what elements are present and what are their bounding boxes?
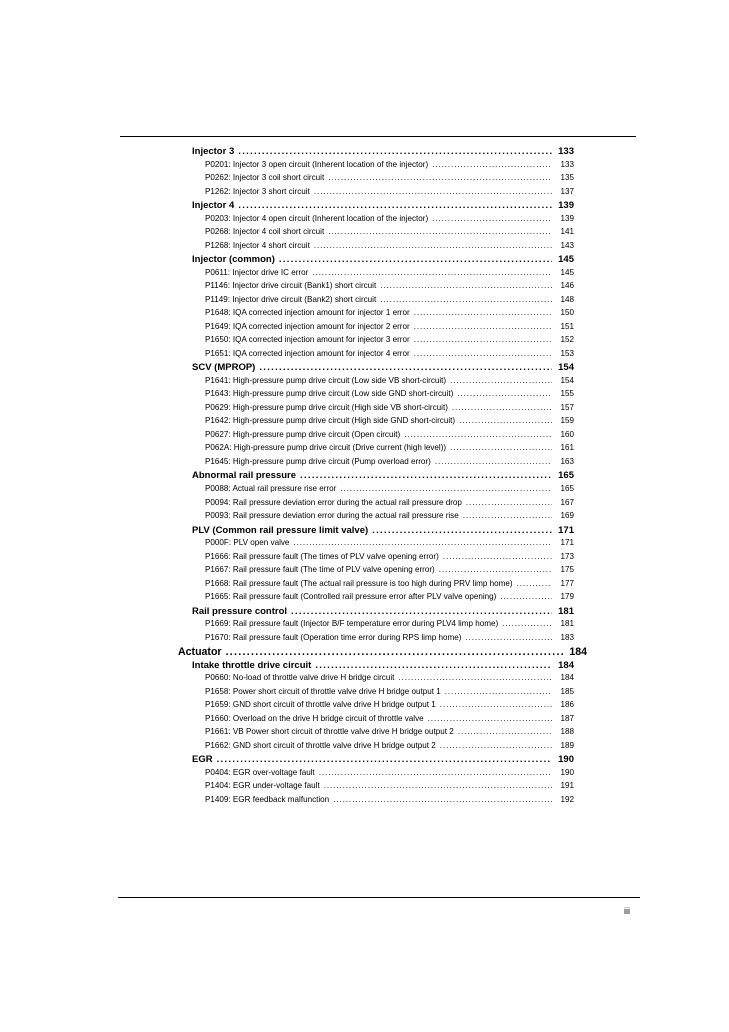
toc-entry-level-3[interactable] bbox=[205, 457, 574, 466]
toc-entry-level-3[interactable] bbox=[205, 335, 574, 344]
toc-entry-title: PLV (Common rail pressure limit valve) bbox=[192, 524, 369, 536]
dot-leader bbox=[333, 795, 552, 804]
toc-entry-title: P000F: PLV open valve bbox=[205, 538, 290, 548]
toc-entry-page: 159 bbox=[560, 416, 574, 426]
toc-entry-page: 188 bbox=[560, 727, 574, 737]
toc-entry-level-2[interactable] bbox=[192, 470, 574, 481]
toc-entry-page: 184 bbox=[558, 659, 574, 671]
toc-entry-level-3[interactable] bbox=[205, 781, 574, 790]
toc-entry-page: 145 bbox=[558, 254, 574, 266]
toc-entry-page: 143 bbox=[560, 240, 574, 250]
dot-leader bbox=[380, 295, 552, 304]
toc-entry-page: 167 bbox=[560, 497, 574, 507]
toc-entry-page: 189 bbox=[560, 740, 574, 750]
toc-entry-level-3[interactable] bbox=[205, 430, 574, 439]
toc-entry-title: P1660: Overload on the drive H bridge circuit of throttle valve bbox=[205, 713, 424, 723]
toc-entry-page: 154 bbox=[560, 375, 574, 385]
toc-entry-page: 185 bbox=[560, 686, 574, 696]
header-rule bbox=[120, 136, 636, 137]
toc-entry-title: P1409: EGR feedback malfunction bbox=[205, 794, 330, 804]
toc-entry-title: P1666: Rail pressure fault (The times of PLV valve opening error) bbox=[205, 551, 439, 561]
dot-leader bbox=[443, 552, 552, 561]
toc-entry-title: P1648: IQA corrected injection amount for injector 1 error bbox=[205, 308, 410, 318]
toc-entry-page: 135 bbox=[560, 173, 574, 183]
toc-entry-title: P0660: No-load of throttle valve drive H bridge circuit bbox=[205, 673, 395, 683]
dot-leader bbox=[293, 538, 552, 547]
toc-entry-page: 133 bbox=[560, 159, 574, 169]
dot-leader bbox=[457, 389, 552, 398]
dot-leader bbox=[452, 403, 552, 412]
toc-entry-title: P1651: IQA corrected injection amount for injector 4 error bbox=[205, 348, 410, 358]
dot-leader bbox=[372, 525, 552, 536]
toc-entry-title: P0262: Injector 3 coil short circuit bbox=[205, 173, 325, 183]
toc-entry-page: 171 bbox=[558, 524, 574, 536]
dot-leader bbox=[466, 498, 552, 507]
dot-leader bbox=[463, 511, 552, 520]
dot-leader bbox=[500, 592, 552, 601]
toc-entry-title: Rail pressure control bbox=[192, 605, 288, 617]
toc-entry-page: 171 bbox=[560, 538, 574, 548]
toc-entry-title: P1670: Rail pressure fault (Operation time error during RPS limp home) bbox=[205, 632, 462, 642]
dot-leader bbox=[314, 187, 552, 196]
toc-entry-title: Actuator bbox=[178, 646, 222, 659]
toc-entry-level-2[interactable] bbox=[192, 362, 574, 373]
toc-entry-level-2[interactable] bbox=[192, 525, 574, 536]
toc-entry-title: Injector (common) bbox=[192, 254, 275, 266]
toc-entry-page: 179 bbox=[560, 592, 574, 602]
toc-entry-level-3[interactable] bbox=[205, 741, 574, 750]
dot-leader bbox=[328, 173, 552, 182]
toc-entry-level-3[interactable] bbox=[205, 592, 574, 601]
dot-leader bbox=[445, 687, 552, 696]
toc-entry-level-3[interactable] bbox=[205, 389, 574, 398]
toc-entry-title: P0268: Injector 4 coil short circuit bbox=[205, 227, 325, 237]
toc-entry-title: P0088: Actual rail pressure rise error bbox=[205, 484, 337, 493]
toc-entry-level-3[interactable] bbox=[205, 498, 574, 507]
toc-entry-level-3[interactable] bbox=[205, 227, 574, 236]
toc-entry-title: Injector 3 bbox=[192, 146, 235, 157]
toc-entry-page: 192 bbox=[560, 794, 574, 804]
toc-entry-level-3[interactable] bbox=[205, 281, 574, 290]
toc-entry-page: 141 bbox=[560, 227, 574, 237]
toc-entry-title: P0627: High-pressure pump drive circuit (Open circuit) bbox=[205, 429, 401, 439]
toc-entry-title: P1641: High-pressure pump drive circuit (Low side VB short-circuit) bbox=[205, 375, 447, 385]
toc-entry-page: 148 bbox=[560, 294, 574, 304]
toc-entry-level-3[interactable] bbox=[205, 187, 574, 196]
toc-entry-level-3[interactable] bbox=[205, 511, 574, 520]
toc-entry-title: P062A: High-pressure pump drive circuit (Drive current (high level)) bbox=[205, 443, 447, 453]
toc-entry-title: EGR bbox=[192, 754, 213, 766]
toc-entry-page: 169 bbox=[560, 511, 574, 521]
toc-entry-title: SCV (MPROP) bbox=[192, 362, 256, 374]
toc-entry-page: 137 bbox=[560, 186, 574, 196]
dot-leader bbox=[324, 781, 552, 790]
dot-leader bbox=[414, 308, 552, 317]
dot-leader bbox=[450, 443, 552, 452]
dot-leader bbox=[328, 227, 552, 236]
dot-leader bbox=[217, 754, 552, 765]
toc-entry-level-3[interactable] bbox=[205, 160, 574, 169]
toc-entry-page: 191 bbox=[560, 781, 574, 791]
toc-entry-level-2[interactable] bbox=[192, 754, 574, 765]
toc-entry-title: P1146: Injector drive circuit (Bank1) short circuit bbox=[205, 281, 377, 291]
dot-leader bbox=[312, 268, 552, 277]
dot-leader bbox=[458, 727, 552, 736]
toc-entry-page: 146 bbox=[560, 281, 574, 291]
toc-entry-title: P1642: High-pressure pump drive circuit (High side GND short-circuit) bbox=[205, 416, 456, 426]
toc-entry-title: P1658: Power short circuit of throttle valve drive H bridge output 1 bbox=[205, 686, 441, 696]
dot-leader bbox=[314, 241, 552, 250]
toc-entry-level-3[interactable] bbox=[205, 538, 574, 547]
dot-leader bbox=[450, 376, 552, 385]
dot-leader bbox=[432, 214, 552, 223]
toc-entry-page: 177 bbox=[560, 578, 574, 588]
toc-entry-title: P0629: High-pressure pump drive circuit (High side VB short-circuit) bbox=[205, 402, 448, 412]
dot-leader bbox=[238, 200, 552, 211]
toc-entry-level-3[interactable] bbox=[205, 322, 574, 331]
dot-leader bbox=[259, 362, 552, 373]
toc-entry-title: P1668: Rail pressure fault (The actual rail pressure is too high during PRV limp home) bbox=[205, 578, 513, 588]
toc-entry-title: P1649: IQA corrected injection amount for injector 2 error bbox=[205, 321, 410, 331]
footer-rule bbox=[118, 897, 640, 898]
toc-entry-level-3[interactable] bbox=[205, 700, 574, 709]
dot-leader bbox=[238, 146, 552, 157]
dot-leader bbox=[502, 619, 552, 628]
dot-leader bbox=[435, 457, 552, 466]
dot-leader bbox=[414, 322, 552, 331]
toc-entry-level-3[interactable] bbox=[205, 714, 574, 723]
toc-entry-title: P0203: Injector 4 open circuit (Inherent location of the injector) bbox=[205, 213, 429, 223]
toc-entry-title: P1149: Injector drive circuit (Bank2) short circuit bbox=[205, 294, 377, 304]
toc-entry-level-3[interactable] bbox=[205, 795, 574, 804]
toc-entry-page: 181 bbox=[558, 605, 574, 617]
toc-entry-level-3[interactable] bbox=[205, 673, 574, 682]
dot-leader bbox=[439, 565, 552, 574]
toc-entry-page: 150 bbox=[560, 308, 574, 318]
toc-entry-title: P1262: Injector 3 short circuit bbox=[205, 186, 310, 196]
toc-entry-title: P0404: EGR over-voltage fault bbox=[205, 767, 315, 777]
toc-entry-level-3[interactable] bbox=[205, 173, 574, 182]
toc-entry-title: P0094: Rail pressure deviation error during the actual rail pressure drop bbox=[205, 497, 462, 507]
toc-entry-page: 155 bbox=[560, 389, 574, 399]
toc-entry-page: 190 bbox=[560, 767, 574, 777]
toc-entry-level-3[interactable] bbox=[205, 768, 574, 777]
toc-entry-level-3[interactable] bbox=[205, 268, 574, 277]
toc-entry-level-2[interactable] bbox=[192, 200, 574, 211]
toc-entry-level-3[interactable] bbox=[205, 214, 574, 223]
dot-leader bbox=[380, 281, 552, 290]
toc-entry-level-3[interactable] bbox=[205, 376, 574, 385]
dot-leader bbox=[300, 470, 552, 481]
toc-entry-title: Intake throttle drive circuit bbox=[192, 659, 312, 671]
toc-entry-level-3[interactable] bbox=[205, 727, 574, 736]
dot-leader bbox=[404, 430, 552, 439]
toc-entry-title: P0611: Injector drive IC error bbox=[205, 267, 309, 277]
toc-entry-level-3[interactable] bbox=[205, 295, 574, 304]
dot-leader bbox=[465, 633, 552, 642]
toc-entry-title: P1665: Rail pressure fault (Controlled rail pressure error after PLV valve opening) bbox=[205, 592, 497, 602]
dot-leader bbox=[428, 714, 552, 723]
toc-entry-title: Injector 4 bbox=[192, 200, 235, 212]
toc-entry-page: 163 bbox=[560, 456, 574, 466]
toc-entry-page: 151 bbox=[560, 321, 574, 331]
toc-entry-level-3[interactable] bbox=[205, 349, 574, 358]
toc-entry-page: 161 bbox=[560, 443, 574, 453]
toc-entry-page: 165 bbox=[560, 484, 574, 493]
toc-entry-title: P1268: Injector 4 short circuit bbox=[205, 240, 310, 250]
toc-entry-title: P1661: VB Power short circuit of throttle valve drive H bridge output 2 bbox=[205, 727, 454, 737]
dot-leader bbox=[440, 700, 552, 709]
toc-entry-level-3[interactable] bbox=[205, 308, 574, 317]
toc-entry-level-2[interactable] bbox=[192, 146, 574, 157]
toc-entry-title: P1669: Rail pressure fault (Injector B/F temperature error during PLV4 limp home) bbox=[205, 619, 499, 629]
dot-leader bbox=[414, 335, 552, 344]
toc-entry-page: 157 bbox=[560, 402, 574, 412]
toc-entry-page: 184 bbox=[560, 673, 574, 683]
toc-entry-page: 154 bbox=[558, 362, 574, 374]
page-number: iii bbox=[624, 906, 630, 916]
toc-entry-page: 152 bbox=[560, 335, 574, 345]
toc-entry-level-3[interactable] bbox=[205, 633, 574, 642]
toc-entry-page: 187 bbox=[560, 713, 574, 723]
toc-entry-page: 186 bbox=[560, 700, 574, 710]
toc-entry-level-3[interactable] bbox=[205, 241, 574, 250]
toc-entry-level-2[interactable] bbox=[192, 254, 574, 265]
toc-entry-title: P1659: GND short circuit of throttle valve drive H bridge output 1 bbox=[205, 700, 436, 710]
toc-entry-level-2[interactable] bbox=[192, 660, 574, 671]
toc-entry-level-3[interactable] bbox=[205, 565, 574, 574]
dot-leader bbox=[319, 768, 552, 777]
toc-entry-page: 173 bbox=[560, 551, 574, 561]
toc-entry-page: 153 bbox=[560, 348, 574, 358]
dot-leader bbox=[226, 646, 565, 658]
toc-entry-page: 139 bbox=[558, 200, 574, 212]
dot-leader bbox=[315, 660, 552, 671]
toc-entry-page: 145 bbox=[560, 267, 574, 277]
toc-entry-page: 165 bbox=[558, 470, 574, 482]
toc-entry-title: P1667: Rail pressure fault (The time of PLV valve opening error) bbox=[205, 565, 435, 575]
toc-entry-level-3[interactable] bbox=[205, 579, 574, 588]
dot-leader bbox=[517, 579, 552, 588]
dot-leader bbox=[459, 416, 552, 425]
toc-entry-title: P1643: High-pressure pump drive circuit (Low side GND short-circuit) bbox=[205, 389, 454, 399]
toc-entry-title: P0201: Injector 3 open circuit (Inherent location of the injector) bbox=[205, 159, 429, 169]
toc-entry-level-3[interactable] bbox=[205, 687, 574, 696]
dot-leader bbox=[414, 349, 552, 358]
toc-entry-level-3[interactable] bbox=[205, 552, 574, 561]
toc-entry-page: 181 bbox=[560, 619, 574, 629]
toc-entry-title: P1662: GND short circuit of throttle valve drive H bridge output 2 bbox=[205, 740, 436, 750]
dot-leader bbox=[340, 484, 552, 493]
toc-entry-title: Abnormal rail pressure bbox=[192, 470, 297, 482]
toc-entry-page: 160 bbox=[560, 429, 574, 439]
dot-leader bbox=[440, 741, 552, 750]
dot-leader bbox=[432, 160, 552, 169]
toc-entry-title: P0093: Rail pressure deviation error during the actual rail pressure rise bbox=[205, 511, 459, 521]
toc-entry-level-3[interactable] bbox=[205, 619, 574, 628]
toc-entry-page: 183 bbox=[560, 632, 574, 642]
toc-entry-title: P1645: High-pressure pump drive circuit (Pump overload error) bbox=[205, 456, 431, 466]
toc-entry-page: 184 bbox=[569, 646, 587, 659]
toc-entry-level-3[interactable] bbox=[205, 403, 574, 412]
dot-leader bbox=[398, 673, 552, 682]
toc-entry-level-3[interactable] bbox=[205, 416, 574, 425]
dot-leader bbox=[279, 254, 552, 265]
toc-entry-title: P1404: EGR under-voltage fault bbox=[205, 781, 320, 791]
toc-entry-page: 175 bbox=[560, 565, 574, 575]
toc-entry-level-2[interactable] bbox=[192, 606, 574, 617]
dot-leader bbox=[291, 606, 552, 617]
toc-entry-page: 139 bbox=[560, 213, 574, 223]
toc-entry-level-3[interactable] bbox=[205, 443, 574, 452]
toc-entry-page: 190 bbox=[558, 754, 574, 766]
toc-entry-page: 133 bbox=[558, 146, 574, 157]
toc-entry-title: P1650: IQA corrected injection amount for injector 3 error bbox=[205, 335, 410, 345]
toc-entry-level-1[interactable] bbox=[178, 646, 587, 658]
toc-entry-level-3[interactable] bbox=[205, 484, 574, 493]
